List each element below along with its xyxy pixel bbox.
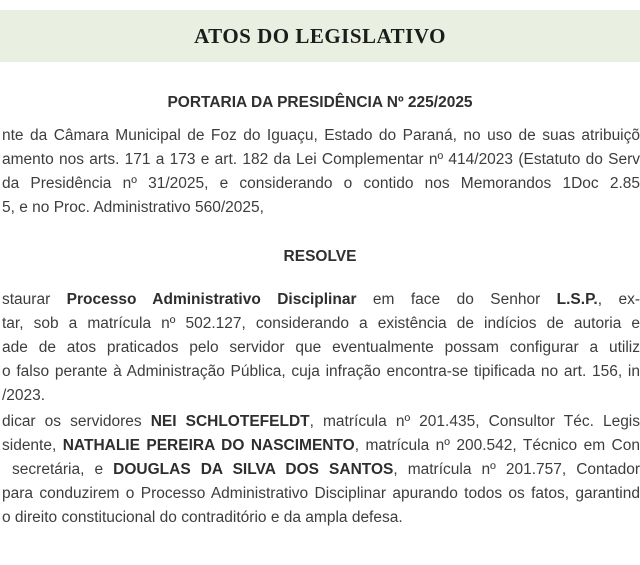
body-text: sidente, xyxy=(2,437,63,454)
body-text: da Presidência nº 31/2025, e considerando o contido nos Memorandos 1Doc 2.85 xyxy=(2,175,640,192)
text-line xyxy=(0,410,640,434)
preamble-paragraph xyxy=(0,124,640,220)
text-line xyxy=(0,434,640,458)
bold-text: L.S.P. xyxy=(556,291,598,308)
body-text: tar, sob a matrícula nº 502.127, considerando a existência de indícios de autoria e xyxy=(2,315,640,332)
text-line xyxy=(0,360,640,384)
body-text: ade de atos praticados pelo servidor que eventualmente possam configurar a utiliz xyxy=(2,339,640,356)
text-line xyxy=(0,384,640,408)
body-text: /2023. xyxy=(2,387,46,404)
text-line xyxy=(0,458,640,482)
text-line xyxy=(0,196,640,220)
bold-text: NATHALIE PEREIRA DO NASCIMENTO xyxy=(62,437,355,454)
text-line xyxy=(0,124,640,148)
body-text: em face do Senhor xyxy=(356,291,557,308)
body-text: o direito constitucional do contraditório e da ampla defesa. xyxy=(2,509,403,526)
text-line xyxy=(0,148,640,172)
body-text: nte da Câmara Municipal de Foz do Iguaçu, Estado do Paraná, no uso de suas atribuiçõ xyxy=(2,127,640,144)
text-line xyxy=(0,172,640,196)
text-line xyxy=(0,506,640,530)
body-text: amento nos arts. 171 a 173 e art. 182 da Lei Complementar nº 414/2023 (Estatuto do Serv xyxy=(2,151,640,168)
portaria-title: PORTARIA DA PRESIDÊNCIA Nº 225/2025 xyxy=(167,94,473,111)
body-text: dicar os servidores xyxy=(2,413,151,430)
bold-text: Processo Administrativo Disciplinar xyxy=(66,291,357,308)
text-line xyxy=(0,312,640,336)
body-text: o falso perante à Administração Pública, cuja infração encontra-se tipificada no art. 156, in xyxy=(2,363,640,380)
text-line xyxy=(0,288,640,312)
bold-text: NEI SCHLOTEFELDT xyxy=(150,413,310,430)
text-line xyxy=(0,482,640,506)
body-text: secretária, e xyxy=(2,461,114,478)
text-line xyxy=(0,336,640,360)
body-text: 5, e no Proc. Administrativo 560/2025, xyxy=(2,199,264,216)
banner-title: ATOS DO LEGISLATIVO xyxy=(194,23,446,48)
body-text: , matrícula nº 200.542, Técnico em Con xyxy=(354,437,640,454)
bold-text: DOUGLAS DA SILVA DOS SANTOS xyxy=(113,461,394,478)
body-text: , matrícula nº 201.757, Contador xyxy=(393,461,640,478)
body-text: staurar xyxy=(2,291,67,308)
resolve-heading: RESOLVE xyxy=(283,248,357,265)
body-text: , ex- xyxy=(597,291,640,308)
body-text: , matrícula nº 201.435, Consultor Téc. Legis xyxy=(309,413,640,430)
section-banner xyxy=(0,10,640,62)
instauration-paragraph xyxy=(0,288,640,408)
body-text: para conduzirem o Processo Administrativo Disciplinar apurando todos os fatos, garantind xyxy=(2,485,640,502)
commission-paragraph xyxy=(0,410,640,530)
